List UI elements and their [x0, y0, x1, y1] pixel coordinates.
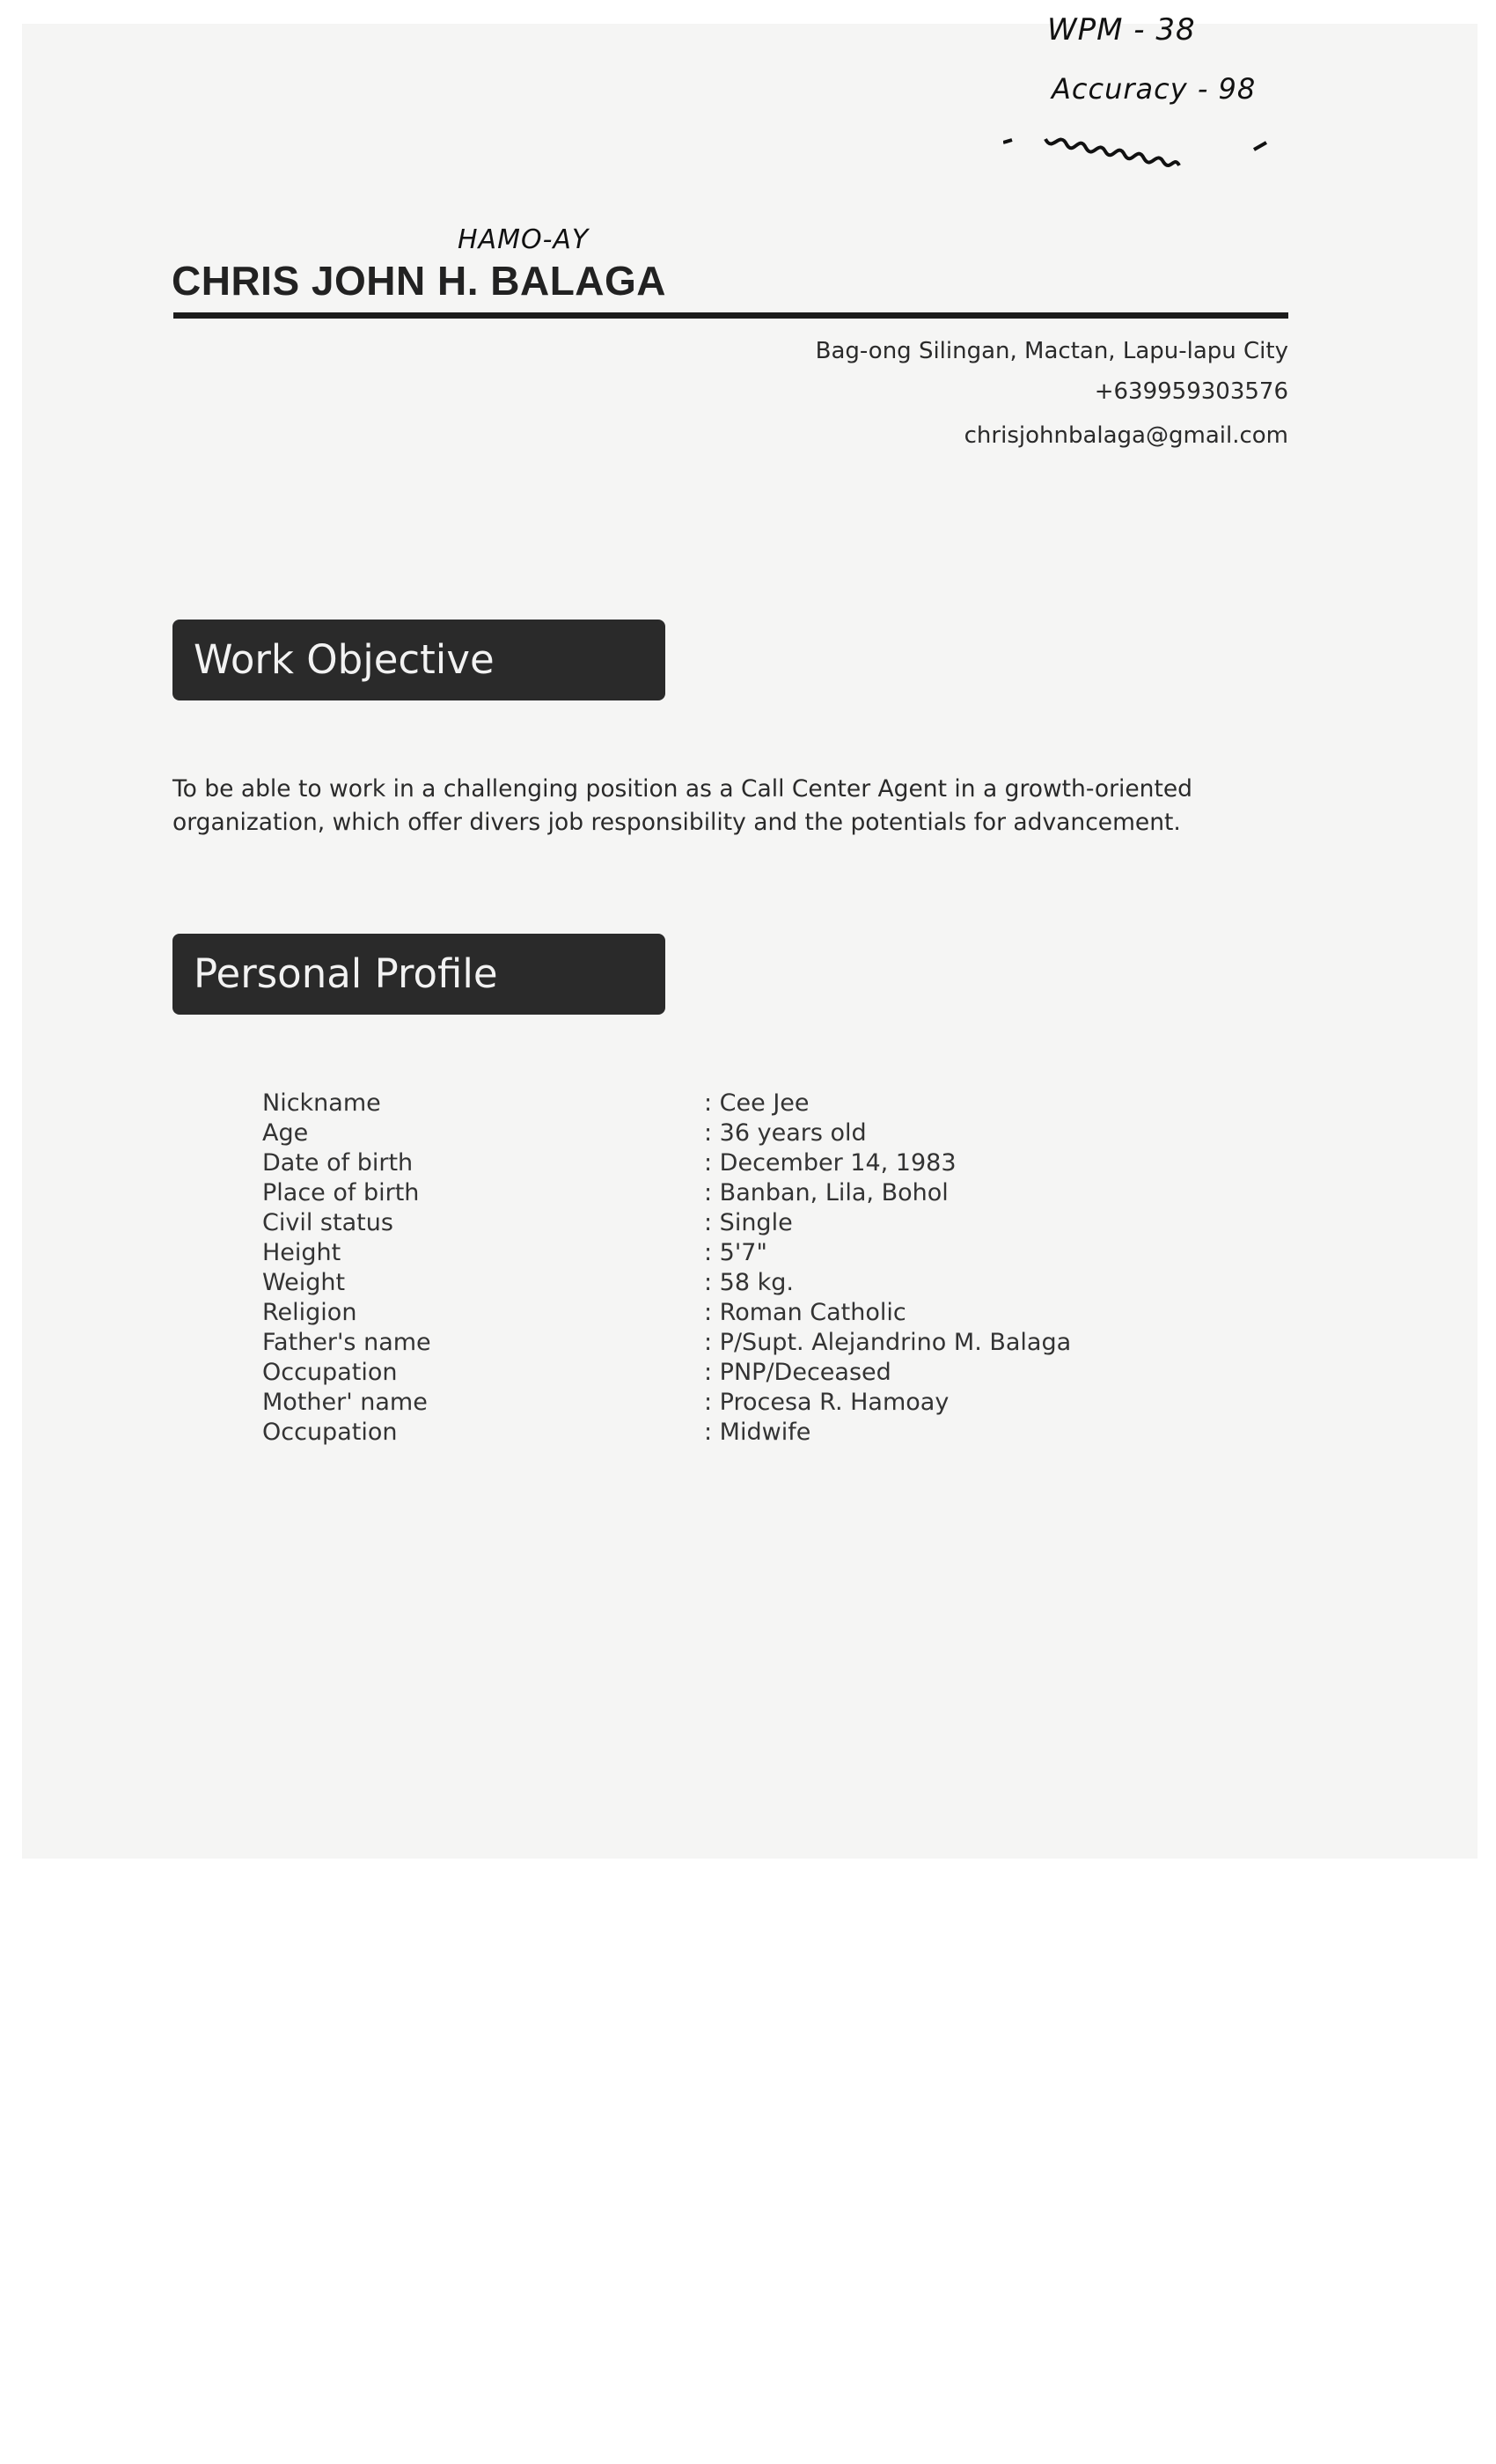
- profile-row: [262, 1298, 1071, 1328]
- profile-label: Nickname: [262, 1089, 381, 1117]
- work-objective-heading: Work Objective: [172, 620, 665, 700]
- profile-value: : PNP/Deceased: [704, 1359, 891, 1386]
- profile-label: Weight: [262, 1269, 346, 1296]
- profile-value: : Procesa R. Hamoay: [704, 1389, 950, 1416]
- profile-value: : 36 years old: [704, 1119, 867, 1147]
- profile-label: Date of birth: [262, 1149, 414, 1177]
- profile-label: Father's name: [262, 1329, 431, 1356]
- phone: +639959303576: [1094, 378, 1288, 405]
- profile-value: : Roman Catholic: [704, 1299, 906, 1326]
- profile-row: [262, 1328, 1071, 1358]
- address: Bag-ong Silingan, Mactan, Lapu-lapu City: [815, 338, 1288, 364]
- profile-value: : Cee Jee: [704, 1089, 810, 1117]
- profile-value: : Single: [704, 1209, 793, 1236]
- profile-value: : P/Supt. Alejandrino M. Balaga: [704, 1329, 1072, 1356]
- handwritten-scribble: [1003, 123, 1285, 176]
- profile-row: [262, 1358, 1071, 1388]
- profile-row: [262, 1208, 1071, 1238]
- profile-row: [262, 1148, 1071, 1178]
- profile-value: : December 14, 1983: [704, 1149, 957, 1177]
- profile-row: [262, 1238, 1071, 1268]
- header-divider: [173, 312, 1288, 319]
- profile-row: [262, 1268, 1071, 1298]
- personal-profile-heading: Personal Profile: [172, 934, 665, 1015]
- profile-value: : 58 kg.: [704, 1269, 794, 1296]
- objective-line: organization, which offer divers job responsibility and the potentials for advancement.: [172, 809, 1181, 836]
- profile-label: Civil status: [262, 1209, 393, 1236]
- profile-label: Age: [262, 1119, 309, 1147]
- profile-label: Mother' name: [262, 1389, 428, 1416]
- handwritten-wpm-note: WPM - 38: [1047, 12, 1196, 48]
- profile-row: [262, 1178, 1071, 1208]
- profile-row: [262, 1089, 1071, 1118]
- profile-label: Height: [262, 1239, 341, 1266]
- profile-label: Occupation: [262, 1419, 398, 1446]
- profile-value: : Midwife: [704, 1419, 811, 1446]
- profile-label: Religion: [262, 1299, 357, 1326]
- profile-label: Place of birth: [262, 1179, 420, 1206]
- profile-row: [262, 1418, 1071, 1448]
- work-objective-text: [172, 773, 1316, 840]
- profile-value: : 5'7": [704, 1239, 767, 1266]
- applicant-name: CHRIS JOHN H. BALAGA: [172, 258, 667, 304]
- profile-label: Occupation: [262, 1359, 398, 1386]
- profile-row: [262, 1118, 1071, 1148]
- profile-value: : Banban, Lila, Bohol: [704, 1179, 949, 1206]
- personal-profile-list: [262, 1089, 1071, 1448]
- handwritten-accuracy-note: Accuracy - 98: [1052, 72, 1257, 106]
- objective-line: To be able to work in a challenging position as a Call Center Agent in a growth-oriented: [172, 775, 1192, 803]
- email: chrisjohnbalaga@gmail.com: [964, 422, 1288, 449]
- profile-row: [262, 1388, 1071, 1418]
- handwritten-name-note: HAMO-AY: [458, 224, 590, 255]
